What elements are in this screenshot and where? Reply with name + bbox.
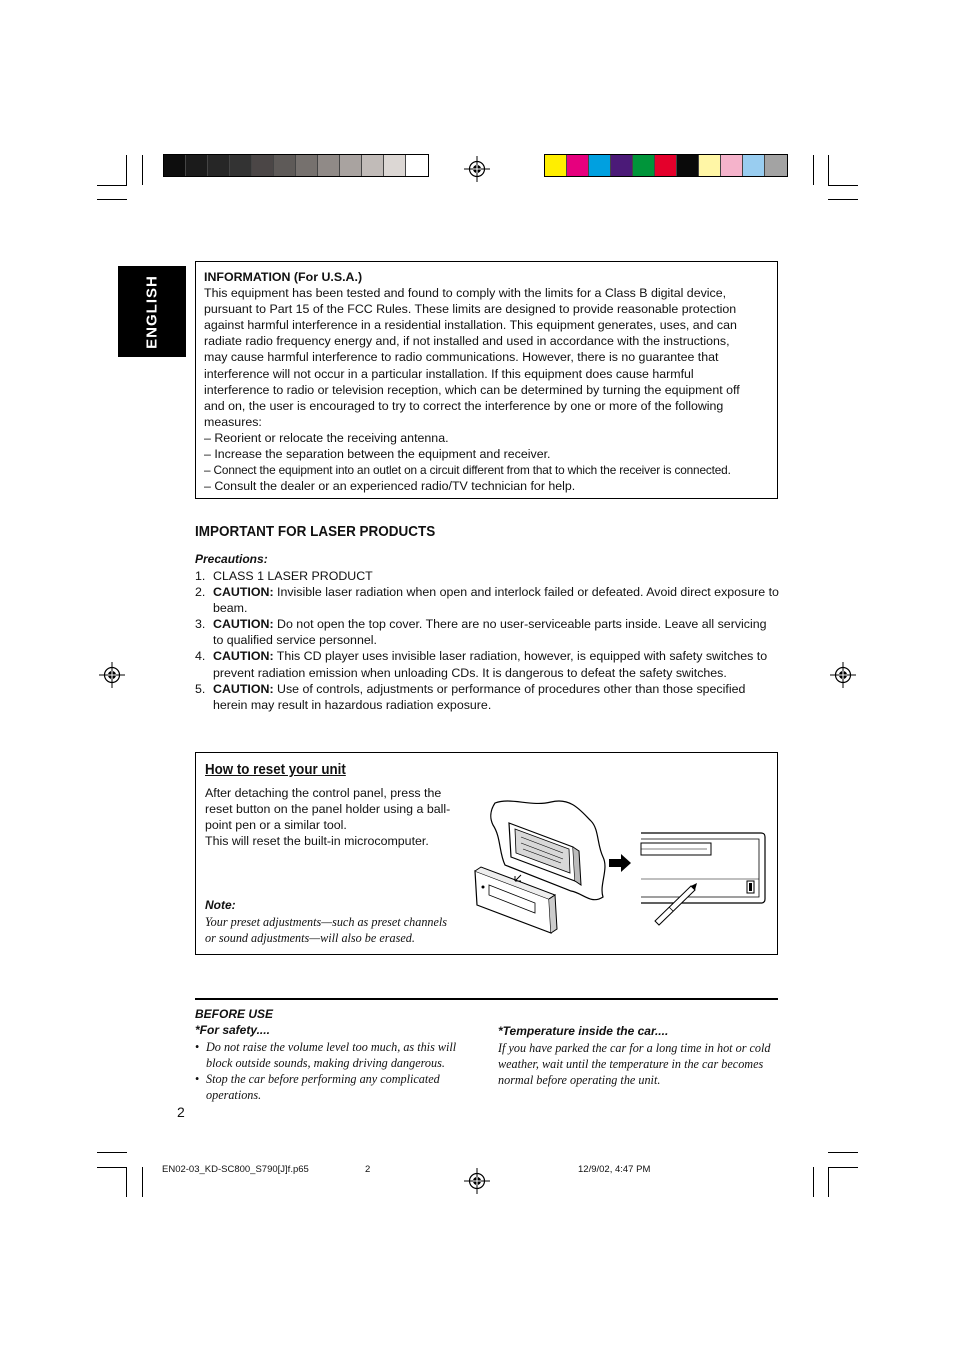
- caution-text: Use of controls, adjustments or performance of procedures other than those specified herein may result in hazardous radiation exposure.: [213, 681, 746, 712]
- registration-mark-icon: [464, 1168, 490, 1194]
- before-use-title: BEFORE USE: [195, 1007, 274, 1021]
- fcc-measure: – Connect the equipment into an outlet on a circuit different from that to which the receiver is connected.: [204, 463, 731, 478]
- color-swatch: [384, 155, 406, 176]
- list-item: [195, 1039, 480, 1071]
- fcc-line: pursuant to Part 15 of the FCC Rules. These limits are designed to provide reasonable protection: [204, 302, 737, 317]
- temperature-text: If you have parked the car for a long time in hot or cold weather, wait until the temperature in the car becomes normal before operating the unit.: [498, 1041, 771, 1088]
- arrow-right-icon: [609, 854, 631, 872]
- color-swatch: [611, 155, 633, 176]
- fcc-line: and on, the user is encouraged to try to correct the interference by one or more of the following: [204, 398, 724, 413]
- color-swatch: [164, 155, 186, 176]
- fcc-line: may cause harmful interference to radio communications. However, there is no guarantee that: [204, 350, 719, 365]
- caution-label: CAUTION:: [213, 681, 274, 696]
- reset-note-label: Note:: [205, 898, 236, 912]
- fcc-line: This equipment has been tested and found to comply with the limits for a Class B digital device,: [204, 286, 727, 301]
- caution-text: Do not open the top cover. There are no user-serviceable parts inside. Leave all servicing to qualified service personnel.: [213, 617, 767, 648]
- section-divider: [195, 998, 778, 1000]
- list-number: 5.: [195, 681, 206, 696]
- color-swatch: [545, 155, 567, 176]
- reset-instructions-box: [195, 752, 778, 955]
- reset-note-line: or sound adjustments—will also be erased.: [205, 931, 415, 946]
- gray-color-bar: [163, 154, 429, 177]
- color-swatch: [406, 155, 428, 176]
- reset-closeup-illustration: [641, 833, 765, 925]
- caution-label: CAUTION:: [213, 649, 274, 664]
- color-swatch: [230, 155, 252, 176]
- list-item: [195, 616, 780, 648]
- color-swatch: [655, 155, 677, 176]
- color-swatch: [186, 155, 208, 176]
- temperature-label: *Temperature inside the car....: [498, 1024, 669, 1038]
- fcc-line: measures:: [204, 414, 262, 429]
- color-swatch: [677, 155, 699, 176]
- color-swatch: [765, 155, 787, 176]
- laser-heading: IMPORTANT FOR LASER PRODUCTS: [195, 524, 436, 540]
- language-tab-label: ENGLISH: [143, 274, 161, 349]
- color-swatch: [721, 155, 743, 176]
- color-swatch: [633, 155, 655, 176]
- fcc-line: radiate radio frequency energy and, if not installed and used in accordance with the instructions,: [204, 334, 730, 349]
- list-number: 3.: [195, 617, 206, 632]
- list-number: 4.: [195, 649, 206, 664]
- fcc-title: INFORMATION (For U.S.A.): [204, 270, 363, 284]
- color-swatch: [274, 155, 296, 176]
- color-swatch: [362, 155, 384, 176]
- list-text: [213, 616, 780, 648]
- caution-label: CAUTION:: [213, 617, 274, 632]
- safety-list: [195, 1039, 480, 1103]
- footer-date: 12/9/02, 4:47 PM: [578, 1164, 651, 1175]
- caution-text: CLASS 1 LASER PRODUCT: [213, 569, 373, 583]
- reset-body-line: point pen or a similar tool.: [205, 818, 347, 833]
- reset-body-line: This will reset the built-in microcomputer.: [205, 834, 429, 849]
- color-swatch: [208, 155, 230, 176]
- fcc-information-box: [195, 261, 778, 499]
- registration-mark-icon: [830, 662, 856, 688]
- color-swatch: [318, 155, 340, 176]
- bullet-icon: •: [195, 1072, 200, 1087]
- safety-item-text: Do not raise the volume level too much, as this will block outside sounds, making driving dangerous.: [206, 1040, 457, 1071]
- color-swatch: [252, 155, 274, 176]
- fcc-line: interference to radio or television reception, which can be determined by turning the equipment off: [204, 382, 740, 397]
- color-swatch: [567, 155, 589, 176]
- fcc-measure: – Increase the separation between the equipment and receiver.: [204, 447, 551, 462]
- list-text: [213, 681, 780, 713]
- color-swatch: [589, 155, 611, 176]
- reset-title: How to reset your unit: [205, 762, 346, 778]
- registration-mark-icon: [464, 156, 490, 182]
- bullet-icon: •: [195, 1040, 200, 1054]
- caution-label: CAUTION:: [213, 585, 274, 600]
- list-item: [195, 568, 780, 584]
- color-swatch: [340, 155, 362, 176]
- precautions-label: Precautions:: [195, 552, 268, 566]
- language-tab: [118, 266, 186, 357]
- footer-filename: EN02-03_KD-SC800_S790[J]f.p65: [162, 1164, 309, 1175]
- color-swatch: [296, 155, 318, 176]
- fcc-measure: – Reorient or relocate the receiving antenna.: [204, 430, 449, 445]
- reset-note: [205, 914, 467, 946]
- laser-precautions-list: [195, 568, 780, 713]
- list-number: 2.: [195, 585, 206, 600]
- fcc-measure: – Consult the dealer or an experienced radio/TV technician for help.: [204, 479, 576, 494]
- list-item: [195, 1071, 480, 1103]
- color-swatch: [743, 155, 765, 176]
- reset-illustration: [471, 793, 771, 943]
- footer-page: 2: [365, 1164, 371, 1175]
- fcc-line: interference will not occur in a particular installation. If this equipment does cause harmful: [204, 366, 694, 381]
- page-number: 2: [177, 1104, 185, 1120]
- fcc-line: against harmful interference in a residential installation. This equipment generates, uses, and can: [204, 318, 737, 333]
- reset-body-line: reset button on the panel holder using a ball-: [205, 802, 451, 817]
- caution-text: This CD player uses invisible laser radiation, however, is equipped with safety switches to prevent radiation emission when unloading CDs. It is dangerous to defeat the safety switches.: [213, 649, 768, 680]
- list-text: [213, 568, 780, 584]
- reset-body: [205, 785, 467, 849]
- list-item: [195, 648, 780, 680]
- list-item: [195, 681, 780, 713]
- process-color-bar: [544, 154, 788, 177]
- safety-item-text: Stop the car before performing any complicated operations.: [206, 1072, 440, 1103]
- list-item: [195, 584, 780, 616]
- list-text: [213, 648, 780, 680]
- caution-text: Invisible laser radiation when open and interlock failed or defeated. Avoid direct exposure to beam.: [213, 585, 779, 616]
- reset-body-line: After detaching the control panel, press the: [205, 786, 442, 800]
- list-number: 1.: [195, 569, 206, 583]
- reset-note-line: Your preset adjustments—such as preset channels: [205, 915, 448, 929]
- registration-mark-icon: [99, 662, 125, 688]
- safety-label: *For safety....: [195, 1023, 270, 1037]
- color-swatch: [699, 155, 721, 176]
- list-text: [213, 584, 780, 616]
